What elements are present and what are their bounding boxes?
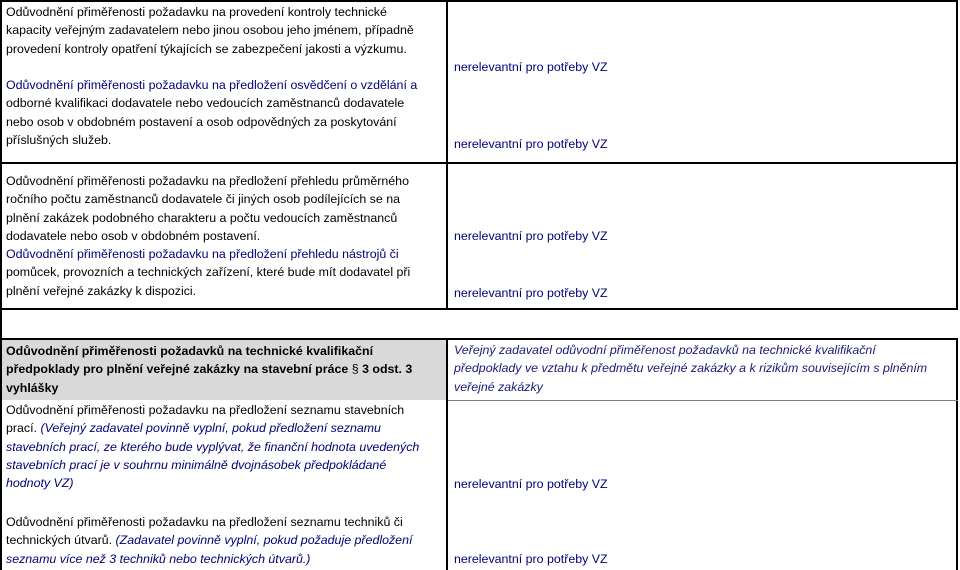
text-line-plain: technických útvarů. xyxy=(6,533,113,548)
kontrola-technicke-kapacity-status xyxy=(452,58,958,76)
text-line: plnění zakázek podobného charakteru a počtu vedoucích zaměstnanců xyxy=(6,210,398,225)
text-line-mixed xyxy=(6,531,446,549)
text-line: plnění veřejné zakázky k dispozici. xyxy=(6,283,197,298)
table-column-divider-bottom xyxy=(446,338,448,570)
table-column-divider-top xyxy=(446,0,448,310)
italic-line: seznamu více než 3 techniků nebo technických útvarů.) xyxy=(6,551,311,566)
header-zadavatel-oduvodni xyxy=(452,341,958,396)
text-line: nebo osob v obdobném postavení a osob odpovědných za poskytování xyxy=(6,114,397,129)
text-line: Odůvodnění přiměřenosti požadavku na předložení osvědčení o vzdělání a xyxy=(6,78,418,92)
text-line: kapacity veřejným zadavatelem nebo jinou osobou jeho jménem, případně xyxy=(6,23,414,38)
text-line: Odůvodnění přiměřenosti požadavku na předložení seznamu stavebních xyxy=(6,403,405,417)
header-stavebni-prace xyxy=(2,340,446,400)
header-note-line: Veřejný zadavatel odůvodní přiměřenost požadavků na technické kvalifikační xyxy=(454,343,876,357)
seznam-stavebnich-praci-status xyxy=(452,475,958,493)
prehled-nastroju-text xyxy=(2,245,446,300)
text-line: Odůvodnění přiměřenosti požadavku na provedení kontroly technické xyxy=(6,5,387,19)
text-line: Odůvodnění přiměřenosti požadavku na předložení přehledu průměrného xyxy=(6,174,409,188)
header-line-text: 3 odst. 3 xyxy=(362,362,413,377)
text-line: dodavatele nebo osob v obdobném postavení. xyxy=(6,228,261,243)
text-line: ročního počtu zaměstnanců dodavatele či jiných osob podílejících se na xyxy=(6,192,400,207)
text-line-mixed xyxy=(6,419,446,437)
status-label: nerelevantní pro potřeby VZ xyxy=(454,552,608,566)
osvedceni-o-vzdelani-text xyxy=(2,76,446,149)
seznam-techniku-status xyxy=(452,550,958,568)
text-line: Odůvodnění přiměřenosti požadavku na předložení seznamu techniků či xyxy=(6,515,403,529)
table-section-divider xyxy=(0,308,958,310)
prehled-nastroju-status xyxy=(452,284,958,302)
osvedceni-o-vzdelani-status xyxy=(452,135,958,153)
table-row-divider xyxy=(0,162,958,164)
header-line: Odůvodnění přiměřenosti požadavků na technické kvalifikační xyxy=(6,344,374,358)
text-line-plain: prací. xyxy=(6,421,37,436)
header-note-line: předpoklady ve vztahu k předmětu veřejné zakázky a k rizikům souvisejícím s plněním xyxy=(454,361,928,376)
italic-line: stavebních prací je v souhrnu minimálně dvojnásobek předpokládané xyxy=(6,457,387,472)
text-line-italic: (Zadavatel povinně vyplní, pokud požaduje předložení xyxy=(115,533,413,548)
text-line-italic: (Veřejný zadavatel povinně vyplní, pokud předložení seznamu xyxy=(40,421,381,436)
italic-line: hodnoty VZ) xyxy=(6,476,74,491)
text-line: odborné kvalifikaci dodavatele nebo vedoucích zaměstnanců dodavatele xyxy=(6,96,405,111)
kontrola-technicke-kapacity-text xyxy=(2,3,446,58)
status-label: nerelevantní pro potřeby VZ xyxy=(454,477,608,491)
status-label: nerelevantní pro potřeby VZ xyxy=(454,229,608,243)
header-bottom-border xyxy=(448,400,958,401)
header-line-text: předpoklady pro plnění veřejné zakázky na stavební práce xyxy=(6,362,349,377)
table-top-border xyxy=(0,0,958,2)
status-label: nerelevantní pro potřeby VZ xyxy=(454,60,608,74)
status-label: nerelevantní pro potřeby VZ xyxy=(454,137,608,151)
table-border-right-top xyxy=(956,0,958,310)
seznam-techniku-text xyxy=(2,513,446,568)
text-line: Odůvodnění přiměřenosti požadavku na předložení přehledu nástrojů či xyxy=(6,247,399,261)
header-note-line: veřejné zakázky xyxy=(454,379,543,394)
text-line: pomůcek, provozních a technických zařízení, které bude mít dodavatel při xyxy=(6,265,411,280)
prehled-zamestnancu-status xyxy=(452,227,958,245)
seznam-stavebnich-praci-text xyxy=(2,401,446,492)
section-symbol: § xyxy=(351,362,359,377)
header-line: vyhlášky xyxy=(6,380,59,395)
text-line: provedení kontroly opatření týkajících se zabezpečení jakosti a výzkumu. xyxy=(6,41,407,56)
text-line: příslušných služeb. xyxy=(6,132,112,147)
header-line-with-paragraph xyxy=(6,360,446,378)
status-label: nerelevantní pro potřeby VZ xyxy=(454,286,608,300)
prehled-zamestnancu-text xyxy=(2,172,446,245)
italic-line: stavebních prací, ze kterého bude vyplývat, že finanční hodnota uvedených xyxy=(6,439,420,454)
